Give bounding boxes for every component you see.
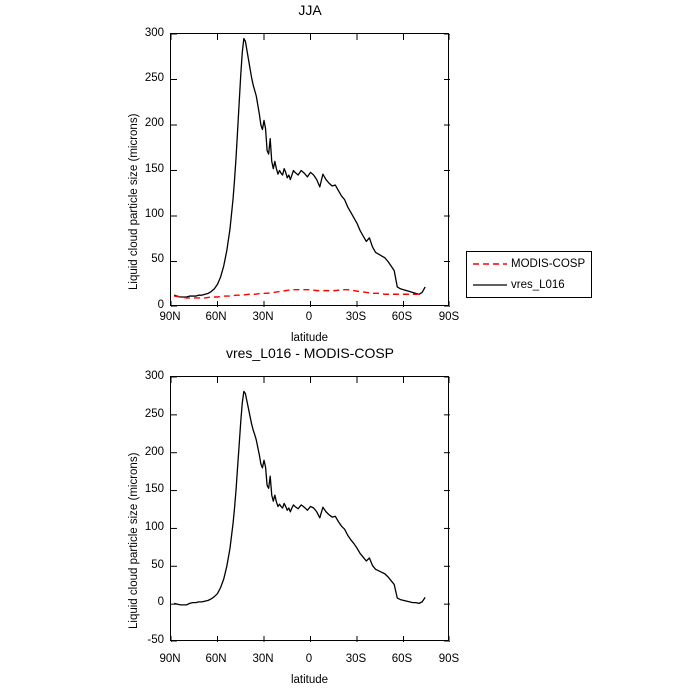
legend-entry-modis-cosp[interactable] xyxy=(473,256,585,272)
panel-jja-ytick: 0 xyxy=(157,299,164,311)
panel-difference-ytick: 100 xyxy=(144,521,164,533)
panel-difference-xtick: 30S xyxy=(345,653,367,665)
panel-jja-plot-area xyxy=(170,33,449,306)
legend-label-vres-l016: vres_L016 xyxy=(511,279,565,291)
panel-difference-ytick: -50 xyxy=(147,634,164,646)
series-line xyxy=(174,391,425,605)
panel-jja-ytick: 50 xyxy=(151,253,164,265)
panel-jja-xlabel: latitude xyxy=(290,332,329,344)
legend-entry-vres-l016[interactable] xyxy=(473,277,565,293)
panel-difference-xtick: 90S xyxy=(438,653,460,665)
panel-jja-xtick: 90S xyxy=(438,311,460,323)
legend-box xyxy=(466,251,592,298)
panel-difference-ytick: 250 xyxy=(144,408,164,420)
panel-difference-xtick: 30N xyxy=(252,653,274,665)
panel-jja-ytick: 100 xyxy=(144,208,164,220)
panel-jja-xtick: 0 xyxy=(305,311,313,323)
panel-jja-series-layer xyxy=(171,34,450,307)
legend-swatch-vres-l016 xyxy=(473,280,507,290)
panel-difference-ytick: 300 xyxy=(144,370,164,382)
panel-difference-title: vres_L016 - MODIS-COSP xyxy=(225,345,395,361)
panel-difference-ylabel: Liquid cloud particle size (microns) xyxy=(128,452,140,629)
panel-difference-ytick: 200 xyxy=(144,446,164,458)
panel-jja-xtick: 90N xyxy=(159,311,181,323)
panel-jja-xtick: 60S xyxy=(391,311,413,323)
panel-jja-xtick: 30N xyxy=(252,311,274,323)
legend-label-modis-cosp: MODIS-COSP xyxy=(511,258,586,270)
legend-swatch-modis-cosp xyxy=(473,259,507,269)
panel-jja-ylabel: Liquid cloud particle size (microns) xyxy=(128,113,140,290)
panel-difference-series-layer xyxy=(171,377,450,642)
panel-difference-xlabel: latitude xyxy=(290,674,329,686)
panel-jja-xtick: 30S xyxy=(345,311,367,323)
panel-difference-ytick: 0 xyxy=(157,596,164,608)
panel-jja-ytick: 150 xyxy=(144,163,164,175)
panel-difference-ytick: 150 xyxy=(144,483,164,495)
panel-difference-xtick: 0 xyxy=(305,653,313,665)
panel-jja-ytick: 200 xyxy=(144,117,164,129)
panel-difference-ytick: 50 xyxy=(151,559,164,571)
panel-jja-ytick: 250 xyxy=(144,72,164,84)
panel-jja-title: JJA xyxy=(298,2,322,18)
panel-jja-ytick: 300 xyxy=(144,27,164,39)
panel-difference-xtick: 60S xyxy=(391,653,413,665)
panel-jja-xtick: 60N xyxy=(205,311,227,323)
series-line xyxy=(174,39,425,297)
panel-difference-plot-area xyxy=(170,376,449,641)
panel-difference-xtick: 60N xyxy=(205,653,227,665)
panel-difference-xtick: 90N xyxy=(159,653,181,665)
